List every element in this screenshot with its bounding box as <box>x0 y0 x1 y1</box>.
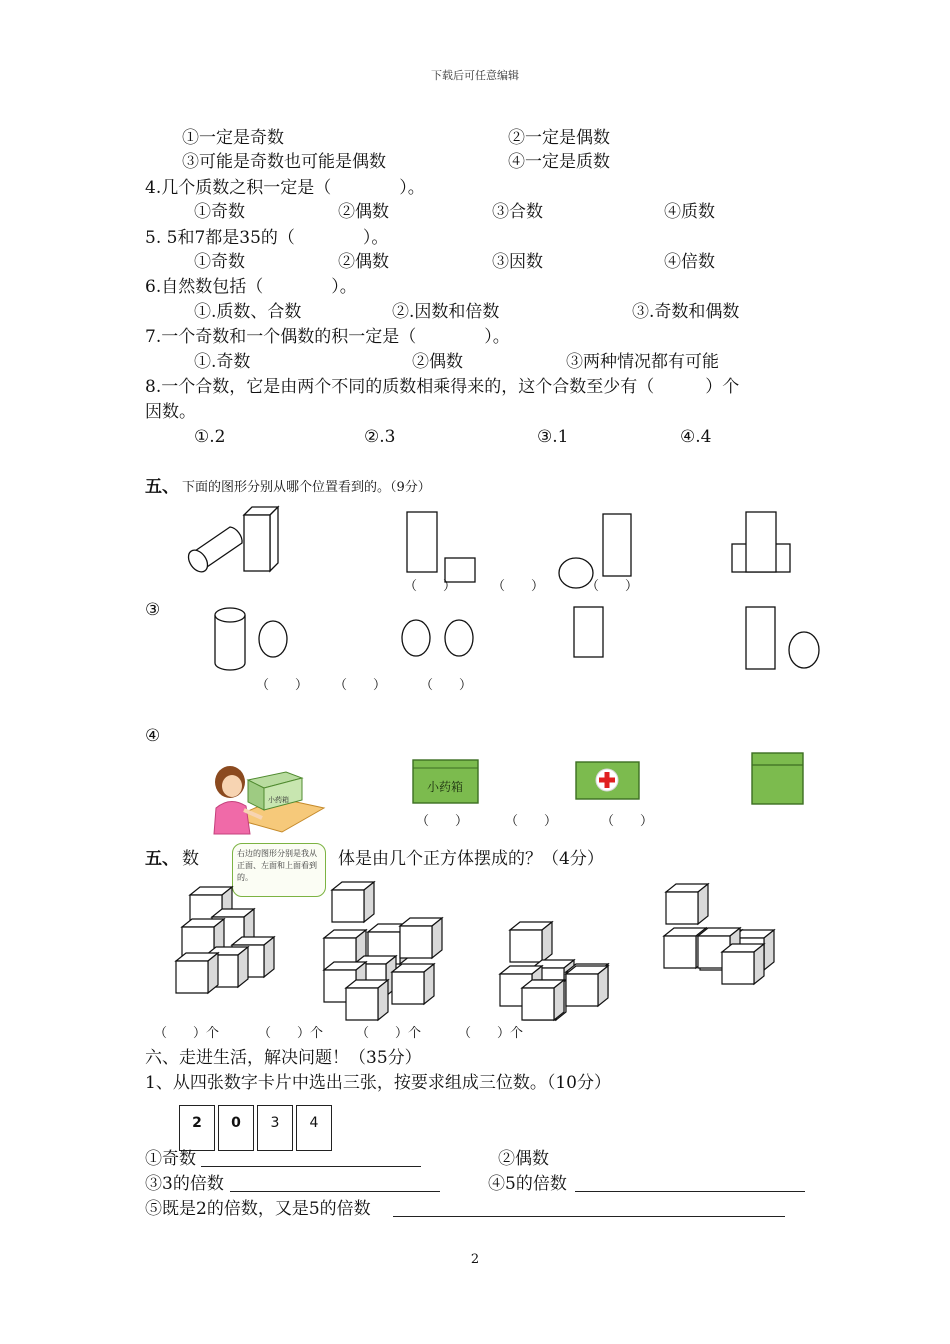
view-two-ellipses <box>399 617 479 659</box>
medicine-box-side-view <box>575 761 641 801</box>
girl-with-medicine-box-illustration <box>206 762 330 842</box>
medicine-box-top-view <box>751 752 805 806</box>
cube <box>522 980 564 1020</box>
q3-option-3: ③可能是奇数也可能是偶数 <box>182 152 386 172</box>
q5-option-3: ③因数 <box>492 252 543 272</box>
section-5b-number: 五、 <box>145 849 179 869</box>
cube-stack-1 <box>170 885 274 997</box>
number-card-4: 4 <box>296 1105 332 1151</box>
fill-line-multiple-3[interactable] <box>230 1191 440 1192</box>
answer-blank-3[interactable]: （ ） <box>586 579 639 594</box>
section-5a-number: 五、 <box>145 477 179 497</box>
section-6-question-1: 1、从四张数字卡片中选出三张，按要求组成三位数。（10分） <box>145 1073 611 1093</box>
cube-count-blank-2[interactable]: （ ）个 <box>258 1026 324 1041</box>
cube-count-blank-4[interactable]: （ ）个 <box>458 1026 524 1041</box>
answer-blank-6[interactable]: （ ） <box>420 678 473 693</box>
section-5b-title-start: 数 <box>182 849 199 869</box>
q4-option-2: ②偶数 <box>338 202 389 222</box>
cube <box>346 980 388 1020</box>
q4-stem: 4.几个质数之积一定是（ ）。 <box>145 178 425 198</box>
cube-count-blank-1[interactable]: （ ）个 <box>154 1026 220 1041</box>
q8-stem: 8.一个合数，它是由两个不同的质数相乘得来的，这个合数至少有（ ）个 <box>145 377 740 397</box>
view-rectangle <box>572 605 606 659</box>
q6-option-3: ③.奇数和偶数 <box>632 302 740 322</box>
q6-option-2: ②.因数和倍数 <box>392 302 500 322</box>
q4-option-3: ③合数 <box>492 202 543 222</box>
section-5b-title-end: 体是由几个正方体摆成的？（4分） <box>338 849 604 869</box>
section-6-title: 六、走进生活，解决问题！（35分） <box>145 1048 422 1068</box>
fill-line-odd[interactable] <box>201 1166 421 1167</box>
q3-option-1: ①一定是奇数 <box>182 128 284 148</box>
question-marker-4: ④ <box>145 726 161 746</box>
cube <box>400 918 442 958</box>
fill-label-multiple-3: ③3的倍数 <box>145 1174 224 1194</box>
cube-stack-4 <box>660 880 778 996</box>
cube <box>566 966 608 1006</box>
q8-option-1: ①.2 <box>194 427 226 447</box>
q8-stem-continued: 因数。 <box>145 402 196 422</box>
cube <box>510 922 552 962</box>
answer-blank-2[interactable]: （ ） <box>492 579 545 594</box>
fill-label-multiple-2-and-5: ⑤既是2的倍数，又是5的倍数 <box>145 1199 371 1219</box>
view-rect-and-ellipse <box>744 605 822 671</box>
fill-label-odd: ①奇数 <box>145 1149 196 1169</box>
q5-option-4: ④倍数 <box>664 252 715 272</box>
q6-stem: 6.自然数包括（ ）。 <box>145 277 357 297</box>
fill-label-multiple-5: ④5的倍数 <box>488 1174 567 1194</box>
number-card-2: 0 <box>218 1105 254 1151</box>
cube-stack-2 <box>318 880 448 1020</box>
question-marker-3: ③ <box>145 600 161 620</box>
answer-blank-1[interactable]: （ ） <box>404 579 457 594</box>
cube <box>332 882 374 922</box>
q3-option-4: ④一定是质数 <box>508 152 610 172</box>
q4-option-1: ①奇数 <box>194 202 245 222</box>
q7-option-1: ①.奇数 <box>194 352 251 372</box>
cube <box>176 953 218 993</box>
cube <box>392 964 434 1004</box>
q8-option-3: ③.1 <box>537 427 569 447</box>
cube <box>722 944 764 984</box>
page-number: 2 <box>470 1252 480 1267</box>
section-5a-title: 下面的图形分别从哪个位置看到的。（9分） <box>182 480 431 495</box>
view-tall-rect-on-base <box>730 510 794 576</box>
q6-option-1: ①.质数、合数 <box>194 302 302 322</box>
answer-blank-8[interactable]: （ ） <box>505 814 558 829</box>
answer-blank-7[interactable]: （ ） <box>416 814 469 829</box>
cube-count-blank-3[interactable]: （ ）个 <box>356 1026 422 1041</box>
answer-blank-9[interactable]: （ ） <box>601 814 654 829</box>
cube-stack-3 <box>496 918 614 1022</box>
cube <box>666 884 708 924</box>
q7-option-2: ②偶数 <box>412 352 463 372</box>
answer-blank-4[interactable]: （ ） <box>256 678 309 693</box>
q4-option-4: ④质数 <box>664 202 715 222</box>
q8-option-2: ②.3 <box>364 427 396 447</box>
number-card-1: 2 <box>179 1105 215 1151</box>
fill-line-multiple-2-and-5[interactable] <box>393 1216 785 1217</box>
medicine-box-label: 小药箱 <box>426 780 464 794</box>
cylinder-and-prism-figure <box>186 505 286 577</box>
fill-label-even: ②偶数 <box>498 1149 549 1169</box>
fill-line-multiple-5[interactable] <box>575 1191 805 1192</box>
medicine-box-front-view <box>412 759 480 805</box>
medicine-box-illustration-label: 小药箱 <box>268 796 289 804</box>
q5-stem: 5. 5和7都是35的（ ）。 <box>145 228 389 248</box>
q8-option-4: ④.4 <box>680 427 712 447</box>
q7-stem: 7.一个奇数和一个偶数的积一定是（ ）。 <box>145 327 510 347</box>
q5-option-1: ①奇数 <box>194 252 245 272</box>
answer-blank-5[interactable]: （ ） <box>334 678 387 693</box>
q7-option-3: ③两种情况都有可能 <box>566 352 719 372</box>
page-header: 下载后可任意编辑 <box>431 69 519 82</box>
number-card-3: 3 <box>257 1105 293 1151</box>
speech-bubble: 右边的图形分别是我从正面、左面和上面看到的。 <box>232 843 326 897</box>
q5-option-2: ②偶数 <box>338 252 389 272</box>
view-tall-rect-small-square <box>405 510 477 584</box>
q3-option-2: ②一定是偶数 <box>508 128 610 148</box>
cylinder-figure <box>212 605 294 673</box>
